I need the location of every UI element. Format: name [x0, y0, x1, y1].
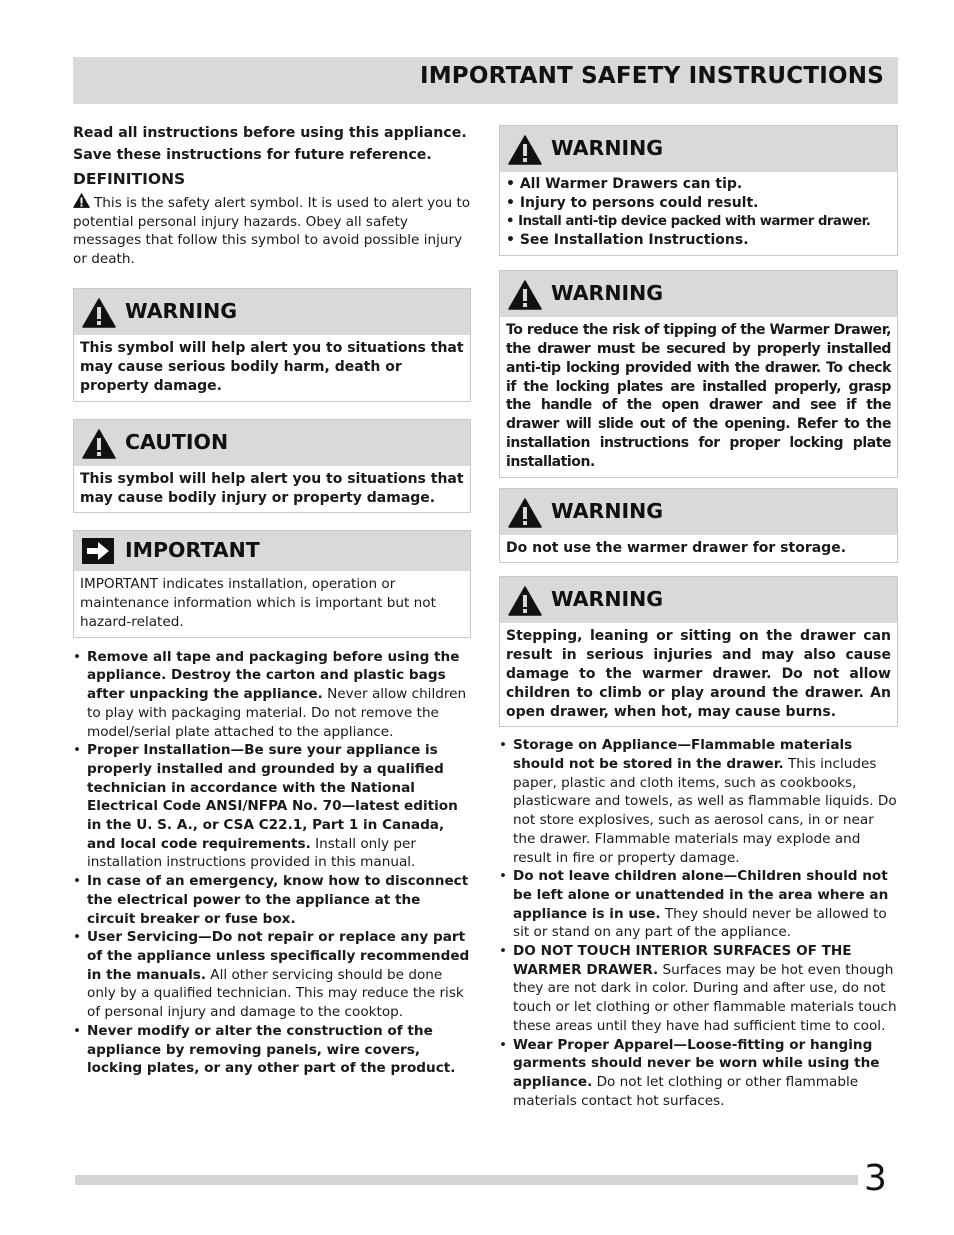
list-item: • Wear Proper Apparel—Loose-fitting or hanging garments should never be worn while using the appliance. Do not let clothing or other flammable materials contact hot surfaces.	[499, 1036, 898, 1111]
list-item: • DO NOT TOUCH INTERIOR SURFACES OF THE WARMER DRAWER. Surfaces may be hot even though they are not dark in color. During and after use, do not touch or let clothing or other flammable materials touch these areas until they have had sufficient time to cool.	[499, 942, 898, 1036]
page-header	[73, 57, 898, 104]
warning-box-header	[500, 577, 897, 623]
warning-title: WARNING	[551, 498, 664, 523]
list-item: • Never modify or alter the construction of the appliance by removing panels, wire covers, locking plates, or any other part of the product.	[73, 1022, 471, 1078]
warning-triangle-icon	[508, 280, 542, 310]
list-item: • Install anti-tip device packed with warmer drawer.	[506, 213, 871, 229]
footer-bar	[75, 1175, 858, 1185]
caution-text: This symbol will help alert you to situations that may cause bodily injury or property damage.	[80, 470, 464, 506]
page-number: 3	[864, 1158, 887, 1199]
caution-box	[73, 419, 471, 514]
intro-line-2: Save these instructions for future reference.	[73, 147, 432, 163]
intro	[73, 122, 471, 166]
warning-storage-text: Do not use the warmer drawer for storage.	[506, 539, 847, 556]
warning-box-header	[500, 489, 897, 535]
warning-text: This symbol will help alert you to situations that may cause serious bodily harm, death or property damage.	[80, 340, 464, 394]
caution-title: CAUTION	[125, 429, 229, 454]
list-item: • Storage on Appliance—Flammable materials should not be stored in the drawer. This includes paper, plastic and cloth items, such as cookbooks, plasticware and towels, as well as flammable liquids. Do not store explosives, such as aerosol cans, in or near the drawer. Flammable materials may explode and result in fire or property damage.	[499, 736, 898, 867]
definitions-text	[73, 193, 471, 268]
warning-box-header	[500, 126, 897, 172]
warning-box-header	[500, 271, 897, 317]
warning-box-stepping	[499, 576, 898, 727]
list-item: • Injury to persons could result.	[506, 194, 759, 211]
definitions-title: DEFINITIONS	[73, 170, 186, 188]
warning-title: WARNING	[551, 136, 664, 160]
warning-box-left	[73, 288, 471, 401]
warning-stepping-text: Stepping, leaning or sitting on the drawer can result in serious injuries and may also cause damage to the warmer drawer. Do not allow children to climb or play around the drawer. An open drawer, when hot, may cause burns.	[506, 628, 891, 720]
list-item: • Remove all tape and packaging before using the appliance. Destroy the carton and plastic bags after unpacking the appliance. Never allow children to play with packaging material. Do not remove the model/serial plate attached to the appliance.	[73, 648, 471, 742]
warning-title: WARNING	[551, 587, 664, 612]
left-bullet-list	[73, 648, 471, 1078]
warning-box-anti-tip	[499, 270, 898, 477]
warning-tip-list	[500, 172, 897, 255]
important-box-header	[74, 531, 470, 571]
list-item: • Do not leave children alone—Children should not be left alone or unattended in the area where an appliance is in use. They should never be allowed to sit or stand on any part of the appliance.	[499, 867, 898, 942]
warning-triangle-icon	[508, 135, 542, 165]
important-title: IMPORTANT	[125, 538, 260, 563]
right-column	[499, 125, 898, 1110]
list-item: • User Servicing—Do not repair or replace any part of the appliance unless specifically recommended in the manuals. All other servicing should be done only by a qualified technician. This may reduce the risk of personal injury and damage to the cooktop.	[73, 928, 471, 1022]
safety-alert-icon	[73, 193, 90, 208]
left-column	[73, 122, 471, 1078]
warning-title: WARNING	[125, 299, 238, 324]
warning-box-header	[74, 289, 470, 335]
intro-line-1: Read all instructions before using this appliance.	[73, 125, 467, 141]
warning-triangle-icon	[508, 498, 542, 528]
warning-anti-tip-text: To reduce the risk of tipping of the Warmer Drawer, the drawer must be secured by properly installed anti-tip locking provided with the drawer. To check if the locking plates are installed properly, grasp the handle of the open drawer and see if the drawer will slide out of the opening. Refer to the installation instructions for proper locking plate installation.	[506, 322, 891, 470]
right-bullet-list	[499, 736, 898, 1110]
list-item: • Proper Installation—Be sure your appliance is properly installed and grounded by a qualified technician in accordance with the National Electrical Code ANSI/NFPA No. 70—latest edition in the U. S. A., or CSA C22.1, Part 1 in Canada, and local code requirements. Install only per installation instructions provided in this manual.	[73, 741, 471, 872]
warning-triangle-icon	[82, 298, 116, 328]
important-box	[73, 530, 471, 637]
list-item: • In case of an emergency, know how to disconnect the electrical power to the appliance at the circuit breaker or fuse box.	[73, 872, 471, 928]
important-text: IMPORTANT indicates installation, operation or maintenance information which is important but not hazard-related.	[80, 576, 436, 630]
warning-triangle-icon	[82, 429, 116, 459]
list-item: • See Installation Instructions.	[506, 232, 749, 249]
arrow-right-icon	[82, 538, 114, 564]
warning-title: WARNING	[551, 281, 664, 306]
definitions-body: This is the safety alert symbol. It is used to alert you to potential personal injury hazards. Obey all safety messages that follow this symbol to avoid possible injury or death.	[73, 195, 471, 267]
page-title: IMPORTANT SAFETY INSTRUCTIONS	[419, 63, 884, 89]
warning-triangle-icon	[508, 586, 542, 616]
list-item: • All Warmer Drawers can tip.	[506, 176, 743, 192]
warning-box-storage	[499, 488, 898, 564]
caution-box-header	[74, 420, 470, 466]
warning-box-tip	[499, 125, 898, 256]
